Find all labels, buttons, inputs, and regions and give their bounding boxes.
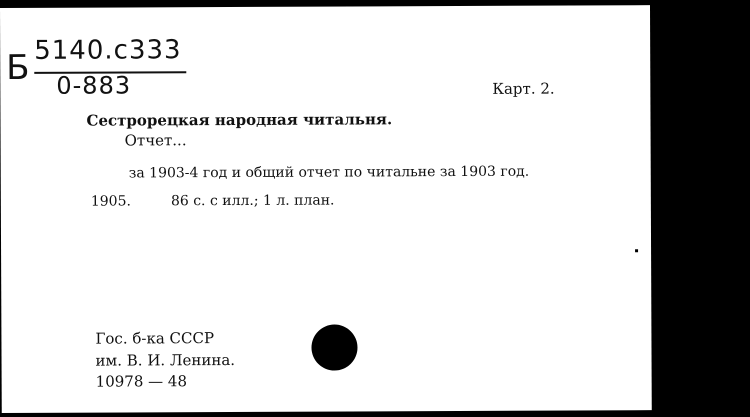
catalog-card xyxy=(0,5,652,413)
library-name: Гос. б-ка СССР xyxy=(95,329,215,348)
shelfmark-letter: Б xyxy=(6,47,31,88)
entry-title: Сестрорецкая народная читальня. xyxy=(86,110,393,130)
publication-details xyxy=(91,193,335,210)
entry-subtitle: Отчет... xyxy=(124,131,187,150)
library-print-code: 10978 — 48 xyxy=(95,372,188,391)
description-line: за 1903-4 год и общий отчет по читальне за 1903 год. xyxy=(128,163,530,182)
card-number: Карт. 2. xyxy=(492,79,555,98)
dust-speck xyxy=(635,249,638,252)
publication-year: 1905. xyxy=(90,193,131,210)
pagination: 86 с. с илл.; 1 л. план. xyxy=(170,192,335,210)
punch-hole xyxy=(311,324,357,370)
shelfmark-bottom: 0-883 xyxy=(56,71,132,100)
library-dedication: им. В. И. Ленина. xyxy=(95,350,236,370)
shelfmark-top: 5140.c333 xyxy=(34,35,182,66)
